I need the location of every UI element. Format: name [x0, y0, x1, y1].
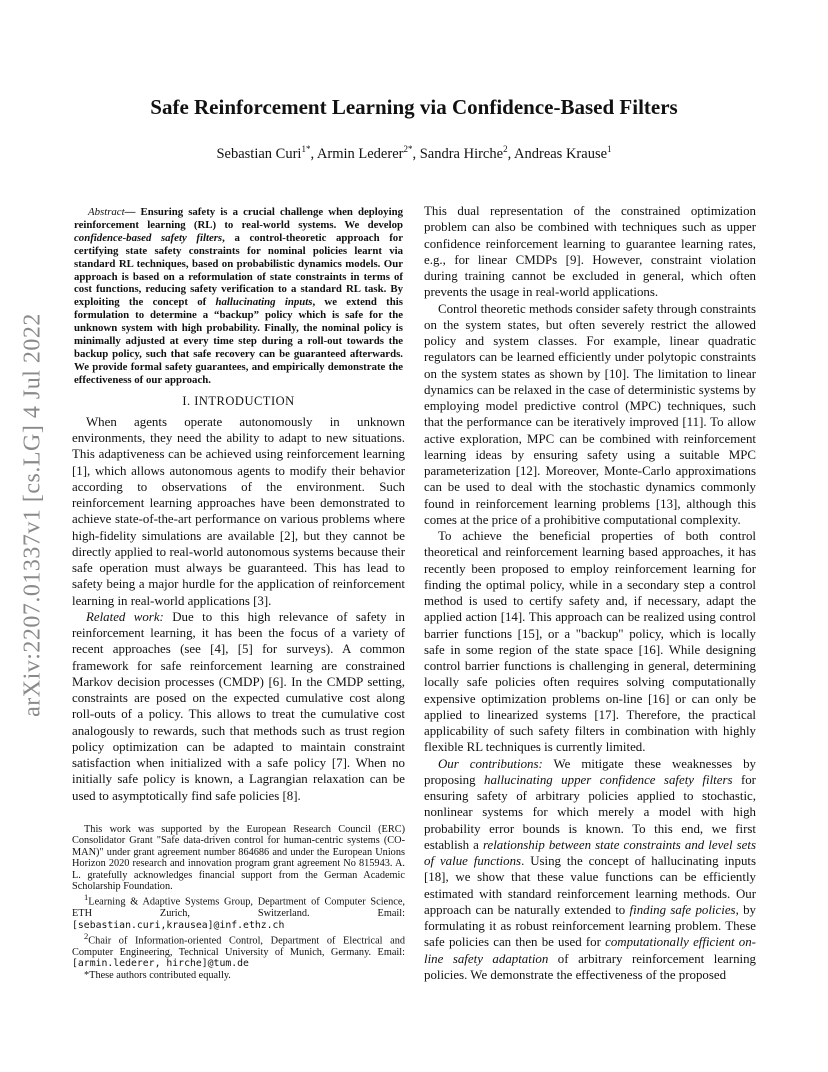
funding-footnote: This work was supported by the European Research Council (ERC) Consolidator Grant "Safe data-driven control for human-centric systems (CO-MAN)" under grant agreement number 864686 and under the European Unions Horizon 2020 research and innovation program grant agreement No 815943. A. L. gratefully acknowledges financial support from the German Academic Scholarship Foundation.: [72, 823, 405, 892]
affiliation-footnote: $^1$Learning & Adaptive Systems Group, Department of Computer Science, ETH Zurich, Switzerland. Email: [sebastian.curi,krausea]@inf.ethz.ch: [72, 892, 405, 931]
body-paragraph: When agents operate autonomously in unknown environments, they need the ability to adapt to new situations. This adaptiveness can be achieved using reinforcement learning [1], which allows autonomous agents to modify their behavior according to observations of the environment. Such reinforcement learning approaches have been demonstrated to achieve state-of-the-art performance on various problems where high-fidelity simulations are available [2], but they cannot be directly applied to real-world autonomous systems because their safe operation must always be guaranteed. This has lead to safety being a major hurdle for the application of reinforcement learning in real-world applications [3].: [72, 414, 405, 608]
equal-contribution-footnote: *These authors contributed equally.: [84, 969, 231, 981]
author-list: Sebastian Curi$^{1*}$, Armin Lederer$^{2*}$, Sandra Hirche$^2$, Andreas Krause$^1$: [216, 144, 612, 162]
abstract-label: Abstract: [88, 206, 125, 218]
author-name: Sebastian Curi: [216, 145, 302, 162]
abstract: Abstract— Ensuring safety is a crucial challenge when deploying reinforcement learning (RL) to real-world systems. We develop confidence-based safety filters, a control-theoretic approach for certifying state safety constraints for nominal policies learnt via standard RL techniques, based on probabilistic dynamics models. Our approach is based on a reformulation of state constraints in terms of cost functions, reducing safety verification to a standard RL task. By exploiting the concept of hallucinating inputs, we extend this formulation to determine a “backup” policy which is safe for the unknown system with high probability. Finally, the nominal policy is minimally adjusted at every time step during a roll-out towards the backup policy, such that safe recovery can be guaranteed afterwards. We provide formal safety guarantees, and empirically demonstrate the effectiveness of our approach.: [74, 206, 403, 386]
body-paragraph: Our contributions: We mitigate these weaknesses by proposing hallucinating upper confidence safety filters for ensuring safety of arbitrary policies applied to stochastic, nonlinear systems for which merely a model with high probability error bounds is known. To this end, we first establish a relationship between state constraints and level sets of value functions. Using the concept of hallucinating inputs [18], we show that these value functions can be efficiently estimated with standard reinforcement learning methods. Our approach can be naturally extended to finding safe policies, by formulating it as robust reinforcement learning problem. These safe policies can then be used for computationally efficient on-line safety adaptation of arbitrary reinforcement learning policies. We demonstrate the effectiveness of the proposed: [424, 756, 756, 982]
author-name: Andreas Krause: [514, 145, 608, 162]
body-paragraph: This dual representation of the constrained optimization problem can also be combined with techniques such as upper confidence reinforcement learning to guarantee learning rates, e.g., for linear CMDPs [9]. However, constraint violation during training cannot be excluded in general, which often prevents the usage in real-world applications.: [424, 204, 756, 300]
author-name: Armin Lederer: [316, 145, 404, 162]
body-paragraph: Related work: Due to this high relevance of safety in reinforcement learning, it has been the focus of a variety of recent approaches (see [4], [5] for surveys). A common framework for safe reinforcement learning are constrained Markov decision processes (CMDP) [6]. In the CMDP setting, constraints are posed on the expected cumulative cost along roll-outs of a policy. This allows to treat the cumulative cost analogously to rewards, such that methods such as trust region policy optimization can be adapted to maintain constraint satisfaction when initialized with a safe policy [7]. When no initially safe policy is known, a Lagrangian relaxation can be used to asymptotically find safe policies [8].: [72, 609, 405, 803]
right-column: [424, 203, 756, 983]
footnotes: [72, 824, 405, 981]
left-column: [72, 203, 405, 981]
paper-title: Safe Reinforcement Learning via Confidence-Based Filters: [150, 95, 678, 119]
affiliation-footnote: $^2$Chair of Information-oriented Control, Department of Electrical and Computer Engineering, Technical University of Munich, Germany. Email: [armin.lederer, hirche]@tum.de: [72, 931, 405, 970]
email-address: [armin.lederer, hirche]@tum.de: [72, 958, 249, 970]
email-address: [sebastian.curi,krausea]@inf.ethz.ch: [72, 919, 285, 931]
body-paragraph: To achieve the beneficial properties of both control theoretical and reinforcement learning based approaches, it has recently been proposed to employ reinforcement learning for finding the optimal policy, while in a secondary step a control method is used to certify safety and, if necessary, adapt the applied action [14]. This approach can be realized using control barrier functions [15], or a "backup" policy, which is locally safe in some region of the state space [16]. While designing control barrier functions is challenging in general, determining locally safe policies often requires solving computationally expensive optimization problems on-line [16] or can only be applied to linearized systems [17]. Therefore, the practical applicability of such safety filters in combination with highly flexible RL techniques is currently limited.: [424, 529, 756, 755]
runin-heading: Our contributions:: [438, 756, 543, 771]
arxiv-identifier: arXiv:2207.01337v1 [cs.LG] 4 Jul 2022: [19, 313, 46, 717]
body-paragraph: Control theoretic methods consider safety through constraints on the system states, but often severely restrict the allowed policy and system classes. For example, linear quadratic regulators can be learned efficiently under polytopic constraints on the system states as shown by [10]. The limitation to linear dynamics can be relaxed in the case of deterministic systems by employing model predictive control (MPC) techniques, such that the performance can be iteratively improved [11]. To allow active exploration, MPC can be combined with reinforcement learning ideas by ensuring safety using a suitable MPC parameterization [12]. Moreover, Monte-Carlo approximations can be used to deal with the stochastic dynamics commonly found in reinforcement learning problems [13], although this comes at the price of a prohibitive computational complexity.: [424, 301, 756, 527]
author-name: Sandra Hirche: [419, 145, 504, 162]
runin-heading: Related work:: [86, 609, 164, 624]
section-heading: I. INTRODUCTION: [182, 393, 295, 408]
